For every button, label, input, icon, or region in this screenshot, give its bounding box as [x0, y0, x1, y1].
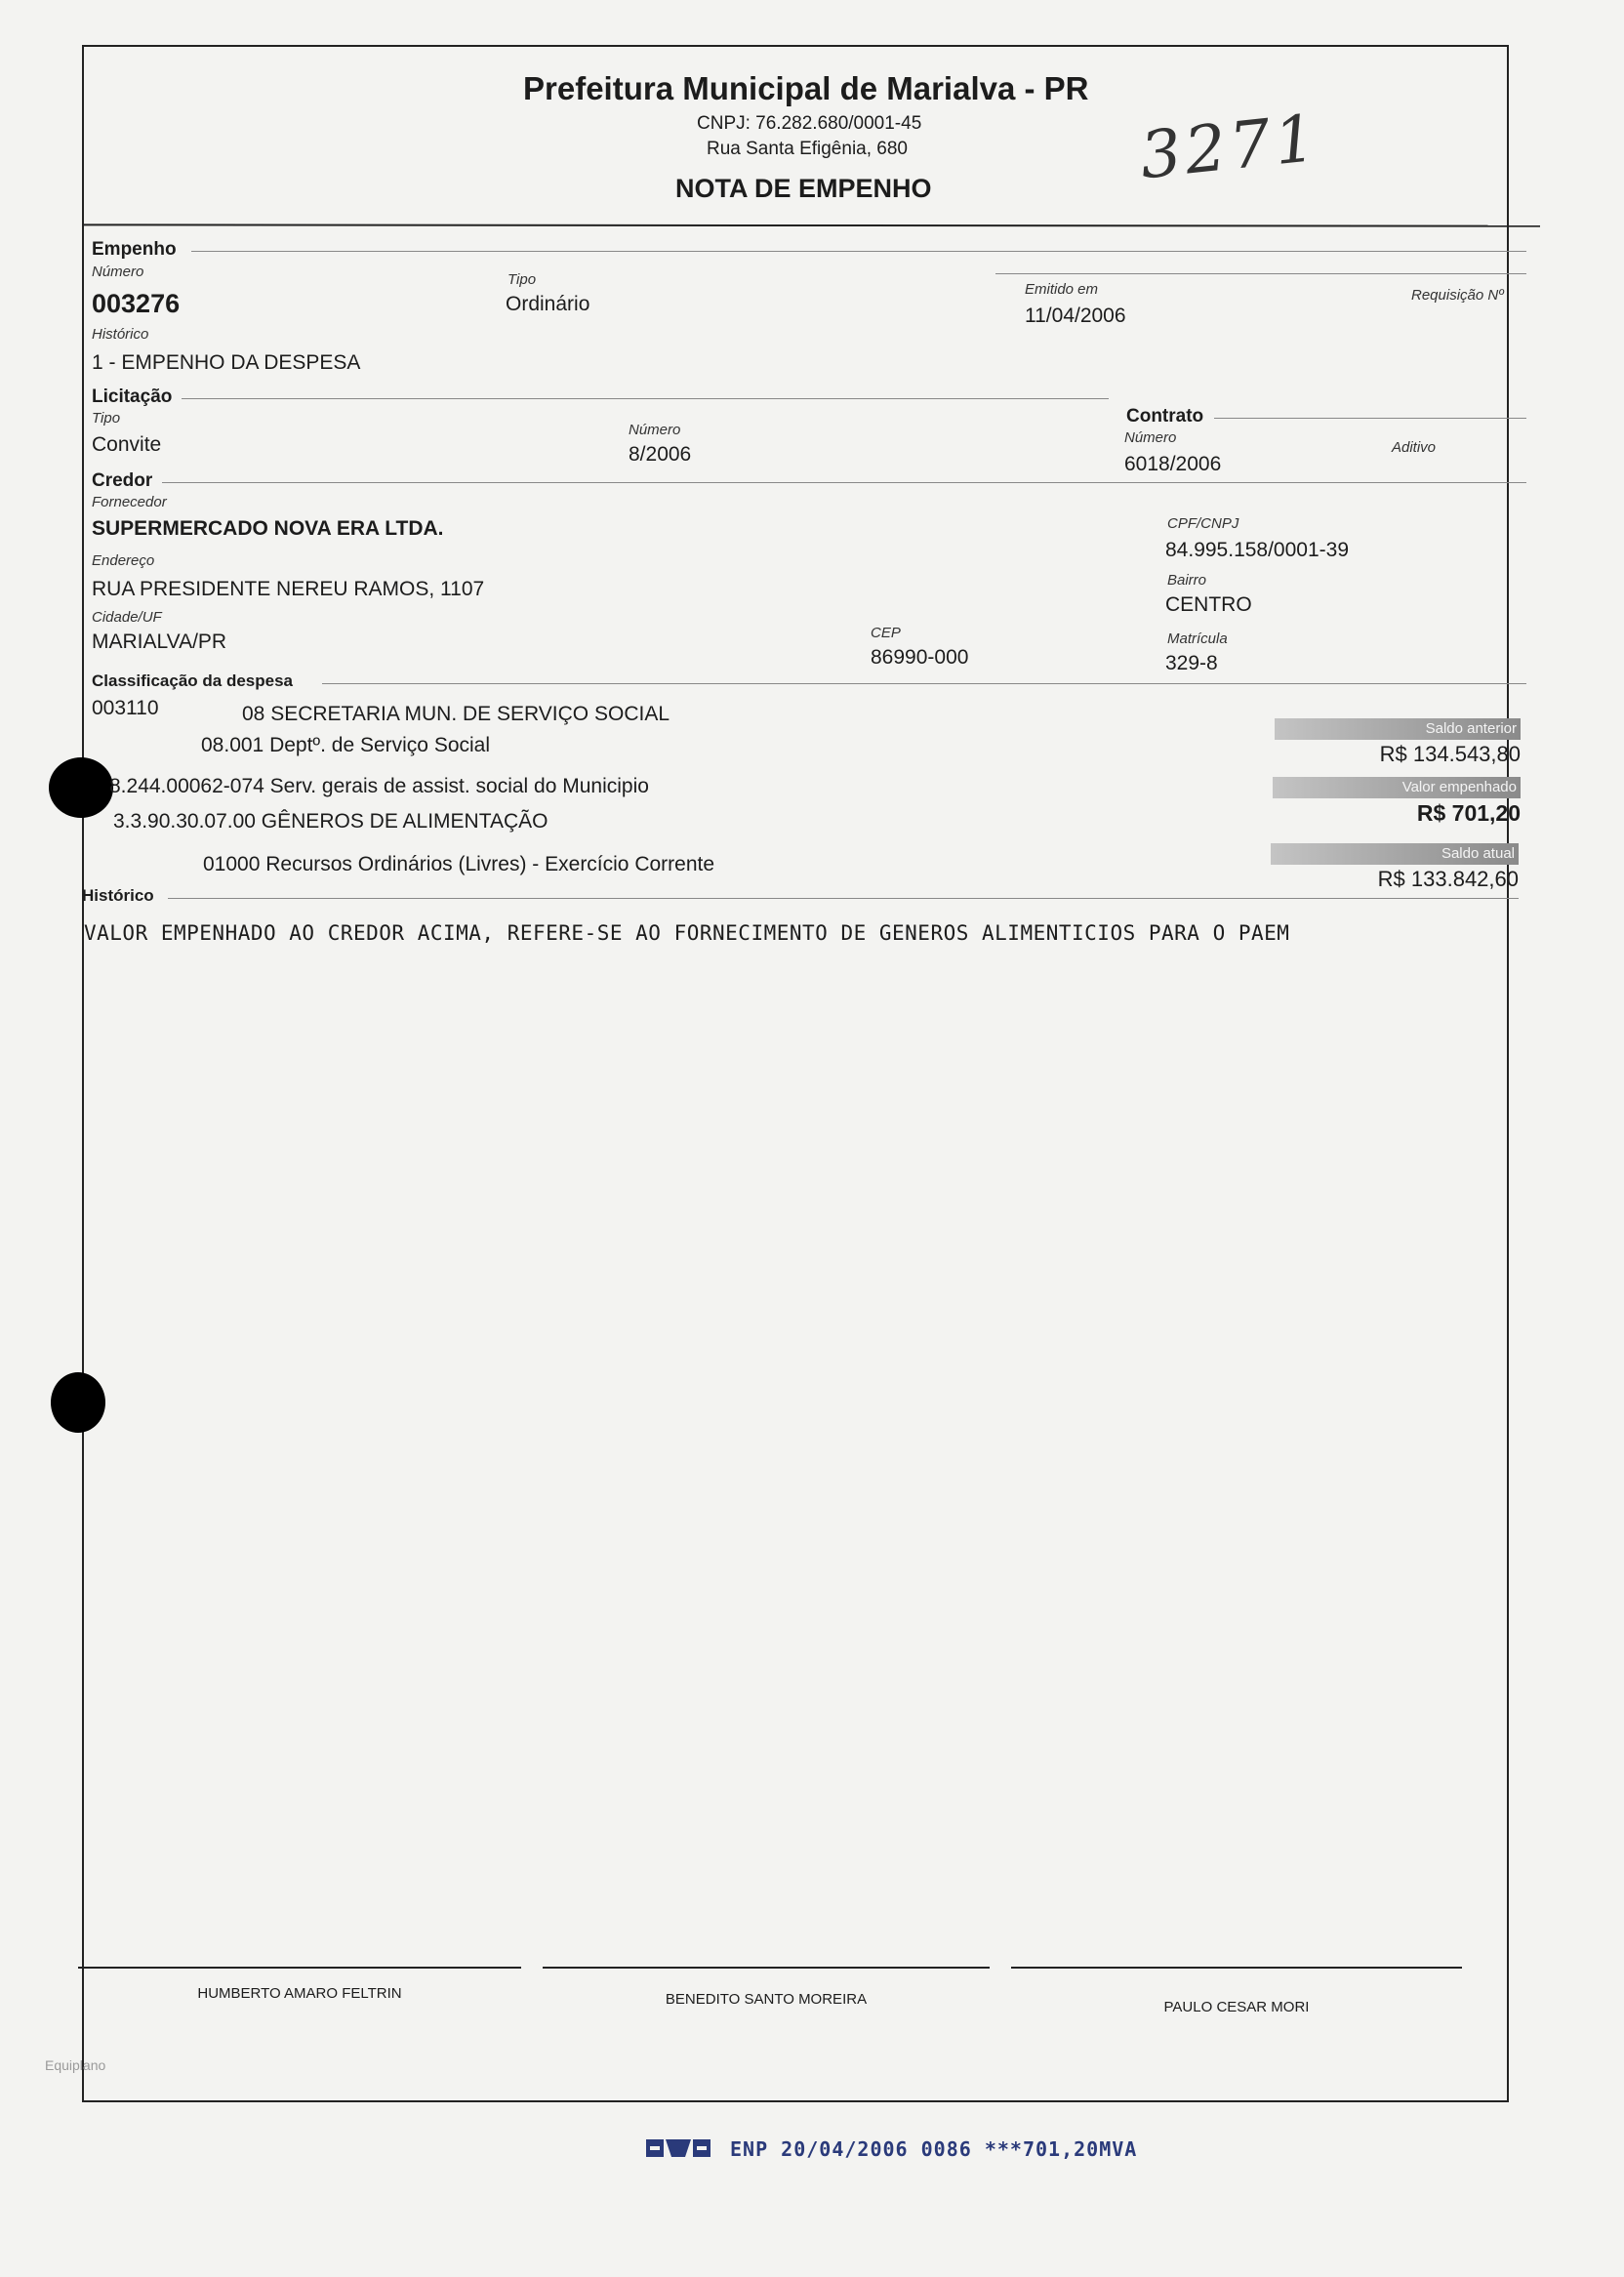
cep-label: CEP	[871, 625, 901, 641]
licitacao-tipo-label: Tipo	[92, 410, 121, 427]
divider	[191, 251, 1526, 252]
matricula-value: 329-8	[1165, 652, 1218, 674]
bairro-label: Bairro	[1167, 572, 1207, 589]
contrato-numero: 6018/2006	[1124, 453, 1222, 475]
section-historico: Histórico	[82, 886, 154, 905]
section-credor: Credor	[92, 470, 153, 491]
divider	[1214, 418, 1526, 419]
saldo-anterior-value: R$ 134.543,80	[1379, 742, 1521, 766]
section-licitacao: Licitação	[92, 386, 173, 407]
aditivo-label: Aditivo	[1392, 439, 1437, 456]
divider	[322, 683, 1526, 684]
section-classificacao: Classificação da despesa	[92, 671, 294, 690]
punch-hole-mark	[49, 757, 113, 818]
valor-empenhado-label: Valor empenhado	[1273, 777, 1521, 798]
org-address: Rua Santa Efigênia, 680	[707, 139, 908, 159]
valor-empenhado-value: R$ 701,20	[1416, 800, 1521, 826]
cidade-label: Cidade/UF	[92, 609, 162, 626]
class-line4: 3.3.90.30.07.00 GÊNEROS DE ALIMENTAÇÃO	[113, 810, 548, 833]
class-line2: 08.001 Deptº. de Serviço Social	[201, 734, 491, 756]
divider	[182, 398, 1109, 399]
emitido-date: 11/04/2006	[1025, 305, 1126, 327]
cpf-value: 84.995.158/0001-39	[1165, 539, 1350, 561]
signature-line	[543, 1967, 990, 1969]
saldo-atual-value: R$ 133.842,60	[1377, 867, 1519, 891]
licitacao-tipo: Convite	[92, 433, 162, 456]
handwritten-number: 3271	[1136, 100, 1323, 194]
divider	[995, 273, 1526, 274]
bairro-value: CENTRO	[1165, 593, 1252, 616]
section-contrato: Contrato	[1126, 406, 1204, 427]
cidade-value: MARIALVA/PR	[92, 630, 227, 653]
requisicao-label: Requisição Nº	[1411, 287, 1504, 304]
fornecedor-label: Fornecedor	[92, 494, 167, 510]
authentication-stamp: ENP 20/04/2006 0086 ***701,20MVA	[730, 2137, 1138, 2161]
historico-text: VALOR EMPENHADO AO CREDOR ACIMA, REFERE-SE AO FORNECIMENTO DE GENEROS ALIMENTICIOS PARA O PAEM	[84, 921, 1290, 945]
empenho-historico-label: Histórico	[92, 326, 149, 343]
empenho-historico: 1 - EMPENHO DA DESPESA	[92, 351, 361, 374]
section-empenho: Empenho	[92, 239, 177, 260]
empenho-tipo: Ordinário	[506, 293, 590, 315]
endereco-value: RUA PRESIDENTE NEREU RAMOS, 1107	[92, 578, 485, 600]
org-title: Prefeitura Municipal de Marialva - PR	[523, 70, 1089, 106]
signature-name-2: BENEDITO SANTO MOREIRA	[665, 1991, 868, 2008]
contrato-numero-label: Número	[1124, 429, 1177, 446]
signature-name-3: PAULO CESAR MORI	[1163, 1999, 1310, 2015]
punch-hole-mark	[51, 1372, 105, 1433]
empenho-tipo-label: Tipo	[508, 271, 537, 288]
class-line5: 01000 Recursos Ordinários (Livres) - Exercício Corrente	[203, 853, 715, 875]
org-cnpj: CNPJ: 76.282.680/0001-45	[697, 113, 922, 134]
saldo-atual-label: Saldo atual	[1271, 843, 1519, 865]
signature-name-1: HUMBERTO AMARO FELTRIN	[197, 1985, 402, 2002]
class-code: 003110	[92, 697, 159, 719]
cpf-label: CPF/CNPJ	[1167, 515, 1239, 532]
empenho-numero: 003276	[92, 289, 181, 318]
class-line1: 08 SECRETARIA MUN. DE SERVIÇO SOCIAL	[242, 703, 670, 725]
doc-title: NOTA DE EMPENHO	[675, 174, 932, 203]
divider	[162, 482, 1526, 483]
class-line3: 8.244.00062-074 Serv. gerais de assist. social do Municipio	[109, 775, 649, 797]
cep-value: 86990-000	[871, 646, 969, 669]
endereco-label: Endereço	[92, 552, 155, 569]
signature-line	[1011, 1967, 1462, 1969]
signature-line	[78, 1967, 521, 1969]
matricula-label: Matrícula	[1167, 630, 1228, 647]
emitido-label: Emitido em	[1025, 281, 1099, 298]
bank-logo-icon	[646, 2137, 710, 2164]
footer-brand: Equiplano	[45, 2057, 106, 2073]
fornecedor-name: SUPERMERCADO NOVA ERA LTDA.	[92, 517, 444, 540]
empenho-numero-label: Número	[92, 264, 144, 280]
saldo-anterior-label: Saldo anterior	[1275, 718, 1521, 740]
licitacao-numero: 8/2006	[629, 443, 692, 466]
divider	[168, 898, 1519, 899]
licitacao-numero-label: Número	[629, 422, 681, 438]
